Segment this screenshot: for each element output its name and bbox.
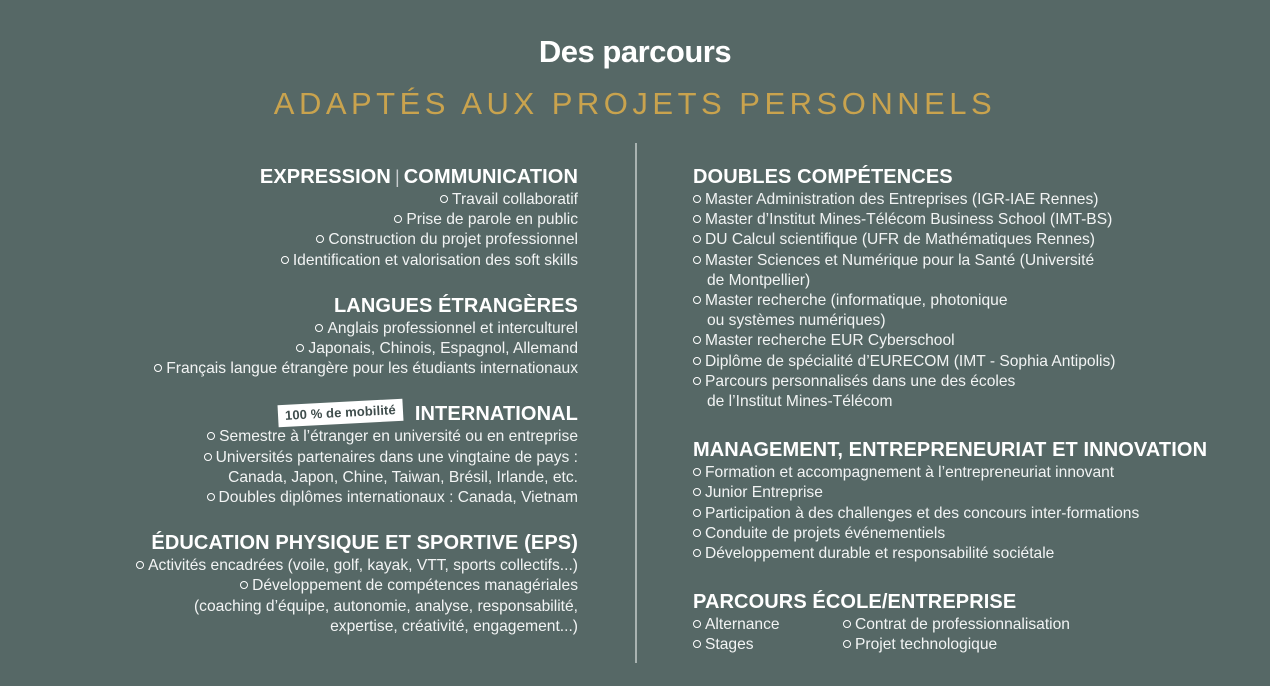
section-heading <box>58 164 578 190</box>
list-item-continuation: Canada, Japon, Chine, Taiwan, Brésil, Irlande, etc. <box>228 468 578 486</box>
list-item-text: Stages <box>705 636 754 654</box>
list-item-text: Universités partenaires dans une vingtaine de pays : <box>215 448 578 466</box>
list-item-text: DU Calcul scientifique (UFR de Mathématiques Rennes) <box>705 231 1096 249</box>
list-item <box>693 524 1253 544</box>
section-expression <box>58 164 578 271</box>
heading-part: COMMUNICATION <box>403 166 578 188</box>
circle-bullet-icon <box>240 581 248 589</box>
list-item-text: Développement durable et responsabilité sociétale <box>705 545 1055 563</box>
section-heading: ÉDUCATION PHYSIQUE ET SPORTIVE (EPS) <box>151 532 578 555</box>
list-item <box>693 544 1253 564</box>
section-management <box>693 437 1253 564</box>
list-item-text: Français langue étrangère pour les étudiants internationaux <box>166 360 578 378</box>
list-item-text: Conduite de projets événementiels <box>705 524 946 542</box>
list-item <box>58 448 578 468</box>
list-item <box>693 504 1253 524</box>
list-item <box>58 359 578 379</box>
list-item <box>693 331 1253 351</box>
circle-bullet-icon <box>843 640 851 648</box>
heading-text: INTERNATIONAL <box>414 403 578 426</box>
circle-bullet-icon <box>316 235 324 243</box>
list-item <box>58 556 578 576</box>
list-item-text: Participation à des challenges et des concours inter-formations <box>705 504 1140 522</box>
list-item-text: Travail collaboratif <box>452 191 578 208</box>
list-item-text: Anglais professionnel et interculturel <box>327 319 578 337</box>
circle-bullet-icon <box>693 296 701 304</box>
circle-bullet-icon <box>693 195 701 203</box>
circle-bullet-icon <box>296 344 304 352</box>
list-item <box>693 372 1253 392</box>
column-divider <box>635 143 637 663</box>
mobility-badge: 100 % de mobilité <box>278 399 404 428</box>
list-item <box>693 230 1253 250</box>
list-item <box>693 352 1253 372</box>
section-parcours-ecole-entreprise <box>693 589 1253 655</box>
list-item <box>58 251 578 271</box>
circle-bullet-icon <box>440 195 448 203</box>
list-item <box>693 463 1253 483</box>
list-item <box>843 615 1070 635</box>
list-item-continuation: expertise, créativité, engagement...) <box>330 617 578 635</box>
list-item-text: Master d’Institut Mines-Télécom Business School (IMT-BS) <box>705 211 1113 229</box>
circle-bullet-icon <box>207 432 215 440</box>
list-item <box>58 319 578 339</box>
list-item-text: Japonais, Chinois, Espagnol, Allemand <box>308 340 578 358</box>
list-item-text: Master recherche (informatique, photonique <box>705 292 1008 310</box>
circle-bullet-icon <box>693 509 701 517</box>
list-item-text: Master recherche EUR Cyberschool <box>705 332 955 350</box>
list-item <box>58 576 578 596</box>
section-heading: MANAGEMENT, ENTREPRENEURIAT ET INNOVATION <box>693 439 1208 462</box>
circle-bullet-icon <box>394 215 402 223</box>
list-item-text: Diplôme de spécialité d’EURECOM (IMT - Sophia Antipolis) <box>705 352 1116 370</box>
circle-bullet-icon <box>136 561 144 569</box>
section-international <box>58 401 578 508</box>
list-item <box>693 483 1253 503</box>
list-item-text: Développement de compétences managériales <box>252 577 578 595</box>
circle-bullet-icon <box>204 453 212 461</box>
list-item-text: Alternance <box>705 616 780 634</box>
circle-bullet-icon <box>315 324 323 332</box>
circle-bullet-icon <box>693 640 701 648</box>
heading-separator: | <box>394 167 400 187</box>
list-item-text: Parcours personnalisés dans une des écoles <box>705 372 1016 390</box>
list-item <box>693 615 843 635</box>
circle-bullet-icon <box>843 620 851 628</box>
list-item-text: Contrat de professionnalisation <box>855 616 1070 634</box>
list-item <box>58 210 578 230</box>
list-item <box>693 291 1253 311</box>
circle-bullet-icon <box>693 377 701 385</box>
list-item-continuation: de Montpellier) <box>707 271 811 289</box>
list-item-text: Projet technologique <box>855 636 998 654</box>
list-item-text: Junior Entreprise <box>705 484 823 502</box>
list-item-text: Activités encadrées (voile, golf, kayak, VTT, sports collectifs...) <box>148 557 578 575</box>
circle-bullet-icon <box>693 357 701 365</box>
list-item <box>58 339 578 359</box>
list-item-text: Semestre à l’étranger en université ou en entreprise <box>219 428 578 446</box>
circle-bullet-icon <box>693 336 701 344</box>
left-column <box>58 164 578 659</box>
list-item <box>58 488 578 508</box>
list-item-text: Master Sciences et Numérique pour la Santé (Université <box>705 251 1095 269</box>
list-item-text: Master Administration des Entreprises (IGR-IAE Rennes) <box>705 191 1099 208</box>
list-item <box>693 190 1253 210</box>
list-item <box>693 210 1253 230</box>
circle-bullet-icon <box>281 256 289 264</box>
right-column <box>693 164 1253 681</box>
circle-bullet-icon <box>693 215 701 223</box>
section-heading: PARCOURS ÉCOLE/ENTREPRISE <box>693 591 1017 614</box>
list-item-text: Identification et valorisation des soft skills <box>292 251 578 269</box>
circle-bullet-icon <box>693 235 701 243</box>
circle-bullet-icon <box>207 493 215 501</box>
page-subtitle: ADAPTÉS AUX PROJETS PERSONNELS <box>273 86 997 121</box>
list-item-text: Prise de parole en public <box>406 211 578 229</box>
two-column-list <box>693 615 1253 655</box>
section-eps <box>58 530 578 637</box>
list-item-continuation: (coaching d’équipe, autonomie, analyse, responsabilité, <box>193 597 578 615</box>
circle-bullet-icon <box>693 256 701 264</box>
circle-bullet-icon <box>693 468 701 476</box>
section-langues <box>58 293 578 380</box>
list-item-text: Construction du projet professionnel <box>328 231 578 249</box>
list-item <box>693 635 843 655</box>
list-item <box>58 190 578 210</box>
list-item-text: Formation et accompagnement à l’entrepreneuriat innovant <box>705 464 1115 482</box>
circle-bullet-icon <box>693 488 701 496</box>
heading-part: EXPRESSION <box>259 166 391 188</box>
list-item <box>58 230 578 250</box>
list-item <box>693 251 1253 271</box>
list-item <box>843 635 1070 655</box>
circle-bullet-icon <box>154 364 162 372</box>
circle-bullet-icon <box>693 549 701 557</box>
circle-bullet-icon <box>693 529 701 537</box>
section-doubles-competences <box>693 164 1253 412</box>
section-heading: LANGUES ÉTRANGÈRES <box>333 294 578 317</box>
section-heading <box>58 401 578 427</box>
list-item-text: Doubles diplômes internationaux : Canada, Vietnam <box>218 489 578 507</box>
circle-bullet-icon <box>693 620 701 628</box>
list-item-continuation: de l’Institut Mines-Télécom <box>707 393 893 411</box>
section-heading: DOUBLES COMPÉTENCES <box>693 166 953 188</box>
list-item-continuation: ou systèmes numériques) <box>707 312 886 330</box>
page-title: Des parcours <box>538 34 732 69</box>
list-item <box>58 427 578 447</box>
